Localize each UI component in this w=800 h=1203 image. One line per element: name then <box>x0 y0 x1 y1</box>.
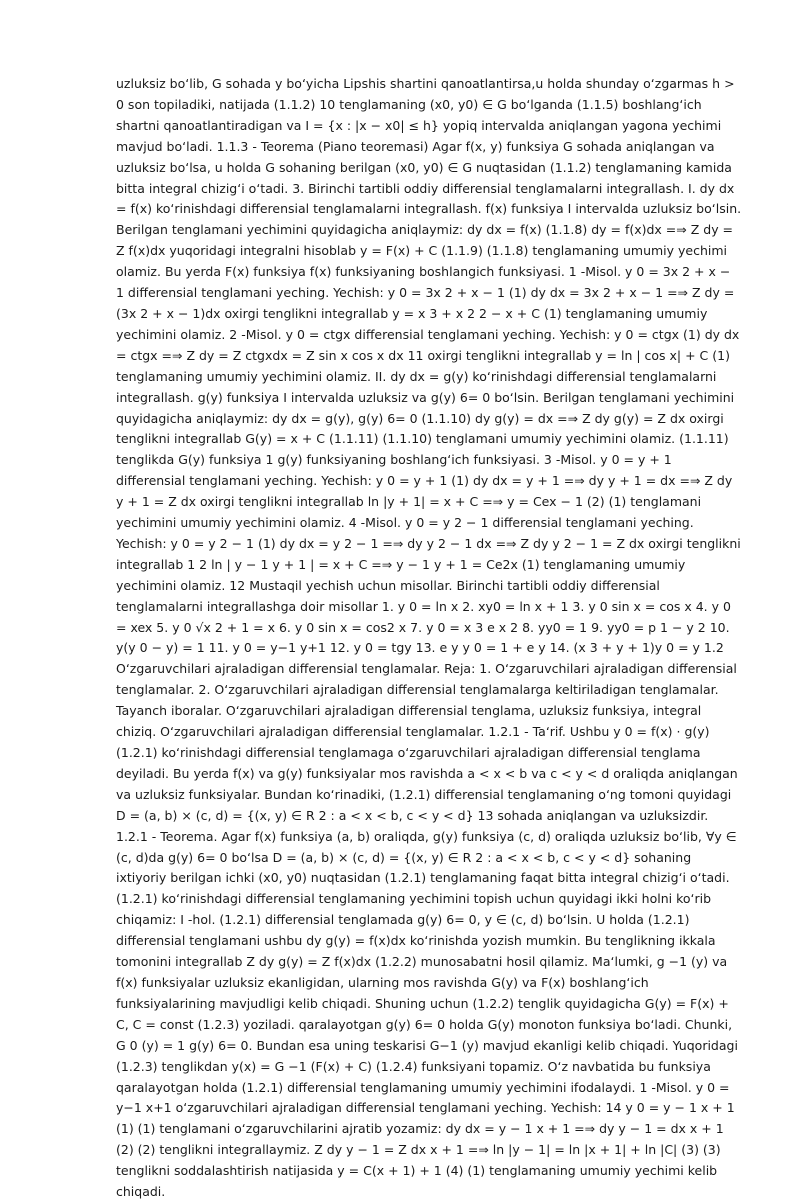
document-page <box>116 74 742 1200</box>
body-paragraph: uzluksiz boʻlib, G sohada y boʻyicha Lipshis shartini qanoatlantirsa,u holda shunday oʻzgarmas h > 0 son topiladiki, natijada (1.1.2) 10 tenglamaning (x0, y0) ∈ G boʻlganda (1.1.5) boshlangʻich shartni qanoatlantiradigan va I = {x : |x − x0| ≤ h} yopiq intervalda aniqlangan yagona yechimi mavjud boʻladi. 1.1.3 - Teorema (Piano teoremasi) Agar f(x, y) funksiya G sohada aniqlangan va uzluksiz boʻlsa, u holda G sohaning berilgan (x0, y0) ∈ G nuqtasidan (1.1.2) tenglamaning kamida bitta integral chizigʻi oʻtadi. 3. Birinchi tartibli oddiy differensial tenglamalarni integrallash. I. dy dx = f(x) koʻrinishdagi differensial tenglamalarni integrallash. f(x) funksiya I intervalda uzluksiz boʻlsin. Berilgan tenglamani yechimini quyidagicha aniqlaymiz: dy dx = f(x) (1.1.8) dy = f(x)dx =⇒ Z dy = Z f(x)dx yuqoridagi integralni hisoblab y = F(x) + C (1.1.9) (1.1.8) tenglamaning umumiy yechimi olamiz. Bu yerda F(x) funksiya f(x) funksiyaning boshlangich funksiyasi. 1 -Misol. y 0 = 3x 2 + x − 1 differensial tenglamani yeching. Yechish: y 0 = 3x 2 + x − 1 (1) dy dx = 3x 2 + x − 1 =⇒ Z dy = (3x 2 + x − 1)dx oxirgi tenglikni integrallab y = x 3 + x 2 2 − x + C (1) tenglamaning umumiy yechimini olamiz. 2 -Misol. y 0 = ctgx differensial tenglamani yeching. Yechish: y 0 = ctgx (1) dy dx = ctgx =⇒ Z dy = Z ctgxdx = Z sin x cos x dx 11 oxirgi tenglikni integrallab y = ln | cos x| + C (1) tenglamaning umumiy yechimini olamiz. II. dy dx = g(y) koʻrinishdagi differensial tenglamalarni integrallash. g(y) funksiya I intervalda uzluksiz va g(y) 6= 0 boʻlsin. Berilgan tenglamani yechimini quyidagicha aniqlaymiz: dy dx = g(y), g(y) 6= 0 (1.1.10) dy g(y) = dx =⇒ Z dy g(y) = Z dx oxirgi tenglikni integrallab G(y) = x + C (1.1.11) (1.1.10) tenglamani umumiy yechimini olamiz. (1.1.11) tenglikda G(y) funksiya 1 g(y) funksiyaning boshlangʻich funksiyasi. 3 -Misol. y 0 = y + 1 differensial tenglamani yeching. Yechish: y 0 = y + 1 (1) dy dx = y + 1 =⇒ dy y + 1 = dx =⇒ Z dy y + 1 = Z dx oxirgi tenglikni integrallab ln |y + 1| = x + C =⇒ y = Cex − 1 (2) (1) tenglamani yechimini umumiy yechimini olamiz. 4 -Misol. y 0 = y 2 − 1 differensial tenglamani yeching. Yechish: y 0 = y 2 − 1 (1) dy dx = y 2 − 1 =⇒ dy y 2 − 1 dx =⇒ Z dy y 2 − 1 = Z dx oxirgi tenglikni integrallab 1 2 ln | y − 1 y + 1 | = x + C =⇒ y − 1 y + 1 = Ce2x (1) tenglamaning umumiy yechimini olamiz. 12 Mustaqil yechish uchun misollar. Birinchi tartibli oddiy differensial tenglamalarni integrallashga doir misollar 1. y 0 = ln x 2. xy0 = ln x + 1 3. y 0 sin x = cos x 4. y 0 = xex 5. y 0 √x 2 + 1 = x 6. y 0 sin x = cos2 x 7. y 0 = x 3 e x 2 8. yy0 = 1 9. yy0 = p 1 − y 2 10. y(y 0 − y) = 1 11. y 0 = y−1 y+1 12. y 0 = tgy 13. e y y 0 = 1 + e y 14. (x 3 + y + 1)y 0 = y 1.2 Oʻzgaruvchilari ajraladigan differensial tenglamalar. Reja: 1. Oʻzgaruvchilari ajraladigan differensial tenglamalar. 2. Oʻzgaruvchilari ajraladigan differensial tenglamalarga keltiriladigan tenglamalar. Tayanch iboralar. Oʻzgaruvchilari ajraladigan differensial tenglama, uzluksiz funksiya, integral chiziq. Oʻzgaruvchilari ajraladigan differensial tenglamalar. 1.2.1 - Taʻrif. Ushbu y 0 = f(x) · g(y) (1.2.1) koʻrinishdagi differensial tenglamaga oʻzgaruvchilari ajraladigan differensial tenglama deyiladi. Bu yerda f(x) va g(y) funksiyalar mos ravishda a < x < b va c < y < d oraliqda aniqlangan va uzluksiz funksiyalar. Bundan koʻrinadiki, (1.2.1) differensial tenglamaning oʻng tomoni quyidagi D = (a, b) × (c, d) = {(x, y) ∈ R 2 : a < x < b, c < y < d} 13 sohada aniqlangan va uzluksizdir. 1.2.1 - Teorema. Agar f(x) funksiya (a, b) oraliqda, g(y) funksiya (c, d) oraliqda uzluksiz boʻlib, ∀y ∈ (c, d)da g(y) 6= 0 boʻlsa D = (a, b) × (c, d) = {(x, y) ∈ R 2 : a < x < b, c < y < d} sohaning ixtiyoriy berilgan ichki (x0, y0) nuqtasidan (1.2.1) tenglamaning faqat bitta integral chizigʻi oʻtadi. (1.2.1) koʻrinishdagi differensial tenglamaning yechimini topish uchun quyidagi ikki holni koʻrib chiqamiz: I -hol. (1.2.1) differensial tenglamada g(y) 6= 0, y ∈ (c, d) boʻlsin. U holda (1.2.1) differensial tenglamani ushbu dy g(y) = f(x)dx koʻrinishda yozish mumkin. Bu tenglikning ikkala tomonini integrallab Z dy g(y) = Z f(x)dx (1.2.2) munosabatni hosil qilamiz. Maʻlumki, g −1 (y) va f(x) funksiyalar uzluksiz ekanligidan, ularning mos ravishda G(y) va F(x) boshlangʻich funksiyalarining mavjudligi kelib chiqadi. Shuning uchun (1.2.2) tenglik quyidagicha G(y) = F(x) + C, C = const (1.2.3) yoziladi. qaralayotgan g(y) 6= 0 holda G(y) monoton funksiya boʻladi. Chunki, G 0 (y) = 1 g(y) 6= 0. Bundan esa uning teskarisi G−1 (y) mavjud ekanligi kelib chiqadi. Yuqoridagi (1.2.3) tenglikdan y(x) = G −1 (F(x) + C) (1.2.4) funksiyani topamiz. Oʻz navbatida bu funksiya qaralayotgan holda (1.2.1) differensial tenglamaning umumiy yechimini ifodalaydi. 1 -Misol. y 0 = y−1 x+1 oʻzgaruvchilari ajraladigan differensial tenglamani yeching. Yechish: 14 y 0 = y − 1 x + 1 (1) (1) tenglamani oʻzgaruvchilarini ajratib yozamiz: dy dx = y − 1 x + 1 =⇒ dy y − 1 = dx x + 1 (2) (2) tenglikni integrallaymiz. Z dy y − 1 = Z dx x + 1 =⇒ ln |y − 1| = ln |x + 1| + ln |C| (3) (3) tenglikni soddalashtirish natijasida y = C(x + 1) + 1 (4) (1) tenglamaning umumiy yechimi kelib chiqadi. <box>116 76 742 1200</box>
